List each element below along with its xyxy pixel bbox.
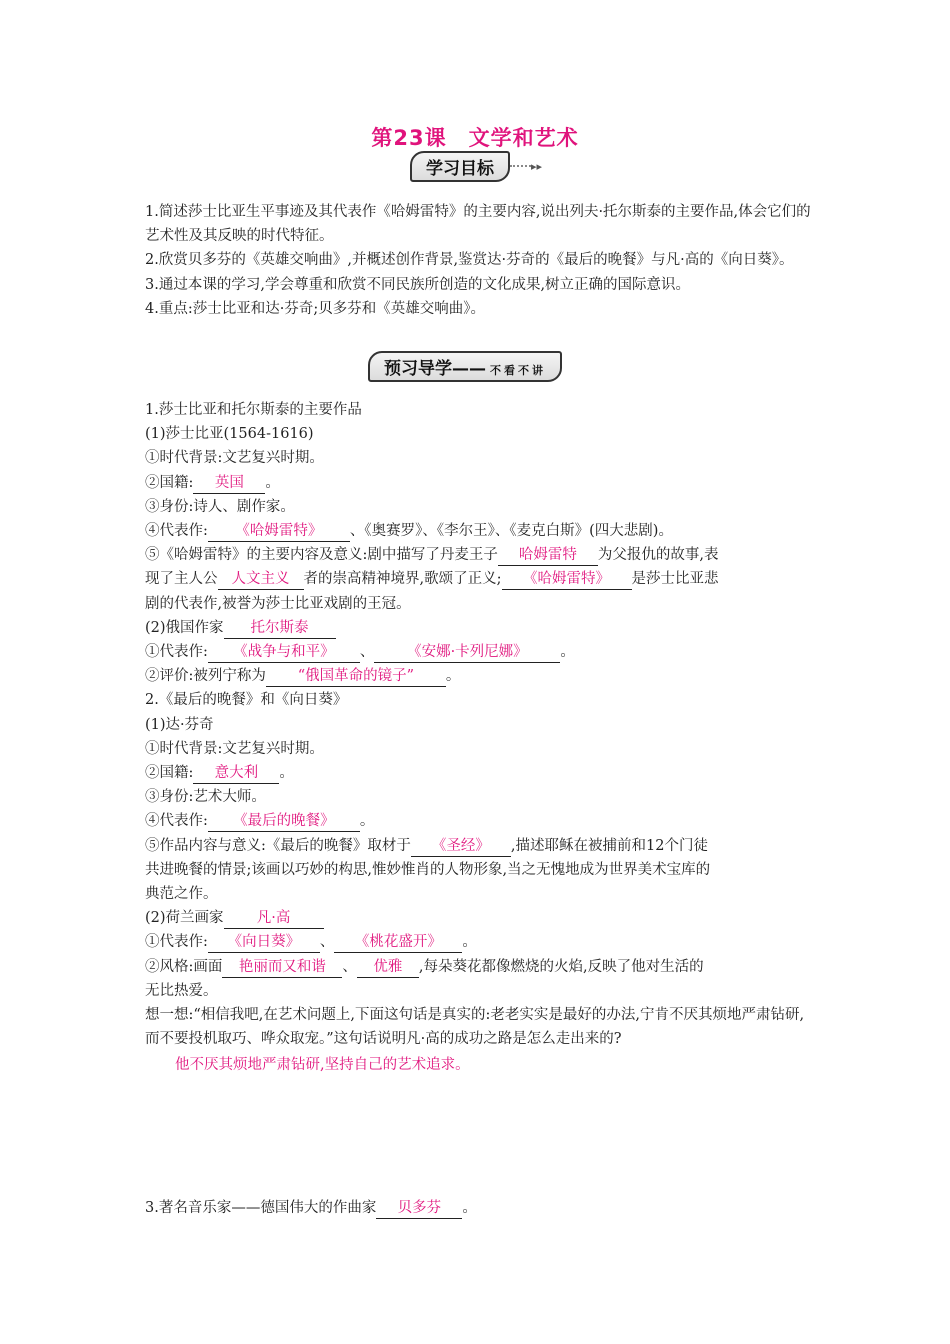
think-question: 想一想:“相信我吧,在艺术问题上,下面这句话是真实的:老老实实是最好的办法,宁肯不厌其烦地严肃钻研,而不要投机取巧、哗众取宠。”这句话说明凡·高的成功之路是怎么走出来的? — [145, 1007, 805, 1048]
page-title: 第23课 文学和艺术 — [371, 126, 579, 150]
objective-item: 4.重点:莎士比亚和达·芬奇;贝多芬和《英雄交响曲》。 — [145, 300, 485, 317]
objective-item: 1.简述莎士比亚生平事迹及其代表作《哈姆雷特》的主要内容,说出列夫·托尔斯泰的主要作品,体会它们的艺术性及其反映的时代特征。 — [145, 204, 811, 245]
arrow-icon: ▸▸ — [530, 159, 542, 173]
answer-blank: 人文主义 — [218, 570, 304, 590]
answer-blank: 《战争与和平》 — [208, 643, 360, 663]
text-line: ①代表作: 《向日葵》 、 《桃花盛开》 。 — [145, 930, 815, 954]
text-line: ②国籍: 意大利 。 — [145, 761, 815, 785]
text-line: ②国籍: 英国 。 — [145, 471, 815, 495]
answer-blank: 《圣经》 — [411, 837, 511, 857]
banner-label: 学习目标 — [410, 151, 510, 182]
text-line: ③身份:艺术大师。 — [145, 789, 266, 806]
subsection-heading: (2)俄国作家 托尔斯泰 — [145, 616, 815, 640]
answer-blank: “俄国革命的镜子” — [266, 667, 446, 687]
section-3 — [145, 1196, 815, 1220]
section-heading: 2.《最后的晚餐》和《向日葵》 — [145, 692, 348, 709]
objective-item: 3.通过本课的学习,学会尊重和欣赏不同民族所创造的文化成果,树立正确的国际意识。 — [145, 276, 691, 293]
learning-objectives-banner — [410, 150, 542, 182]
answer-blank: 《哈姆雷特》 — [502, 570, 632, 590]
text-line: 3.著名音乐家——德国伟大的作曲家 贝多芬 。 — [145, 1196, 815, 1220]
text-line: ①时代背景:文艺复兴时期。 — [145, 450, 324, 467]
subsection-heading: (1)莎士比亚(1564-1616) — [145, 426, 314, 443]
text-line: ①代表作: 《战争与和平》 、 《安娜·卡列尼娜》 。 — [145, 640, 815, 664]
objectives-block — [145, 200, 815, 321]
preview-guide-banner — [368, 350, 588, 382]
text-line: ①时代背景:文艺复兴时期。 — [145, 740, 324, 757]
text-line: ③身份:诗人、剧作家。 — [145, 498, 295, 515]
answer-blank: 优雅 — [357, 958, 419, 978]
answer-blank: 《安娜·卡列尼娜》 — [374, 643, 560, 663]
text-line: ④代表作: 《最后的晚餐》 。 — [145, 809, 815, 833]
answer-blank: 《向日葵》 — [208, 933, 320, 953]
text-line: ⑤作品内容与意义:《最后的晚餐》取材于 《圣经》 ,描述耶稣在被捕前和12个门徒 — [145, 834, 815, 858]
answer-blank: 凡·高 — [224, 909, 324, 929]
objective-item: 2.欣赏贝多芬的《英雄交响曲》,并概述创作背景,鉴赏达·芬奇的《最后的晚餐》与凡·高的《向日葵》。 — [145, 252, 794, 269]
think-answer: 他不厌其烦地严肃钻研,坚持自己的艺术追求。 — [175, 1057, 470, 1074]
text-line: 现了主人公 人文主义 者的崇高精神境界,歌颂了正义; 《哈姆雷特》 是莎士比亚悲 — [145, 567, 815, 591]
text-line: 典范之作。 — [145, 886, 218, 903]
section-heading: 1.莎士比亚和托尔斯泰的主要作品 — [145, 402, 362, 418]
answer-blank: 贝多芬 — [376, 1199, 462, 1219]
subsection-heading: (1)达·芬奇 — [145, 716, 214, 733]
text-line: ④代表作: 《哈姆雷特》 、《奥赛罗》、《李尔王》、《麦克白斯》(四大悲剧)。 — [145, 519, 815, 543]
answer-blank: 《最后的晚餐》 — [208, 812, 360, 832]
text-line: ②评价:被列宁称为 “俄国革命的镜子” 。 — [145, 664, 815, 688]
answer-blank: 托尔斯泰 — [224, 619, 336, 639]
answer-blank: 《桃花盛开》 — [334, 933, 462, 953]
answer-blank: 英国 — [193, 474, 265, 494]
text-line: 共进晚餐的情景;该画以巧妙的构思,惟妙惟肖的人物形象,当之无愧地成为世界美术宝库的 — [145, 861, 711, 878]
text-line: ⑤《哈姆雷特》的主要内容及意义:剧中描写了丹麦王子 哈姆雷特 为父报仇的故事,表 — [145, 543, 815, 567]
section-1 — [145, 398, 815, 1078]
answer-blank: 艳丽而又和谐 — [222, 958, 342, 978]
banner-label: 预习导学—— 不看不讲 — [368, 351, 562, 382]
answer-blank: 意大利 — [193, 764, 279, 784]
text-line: 剧的代表作,被誉为莎士比亚戏剧的王冠。 — [145, 595, 411, 612]
answer-blank: 哈姆雷特 — [498, 546, 598, 566]
text-line: ②风格:画面 艳丽而又和谐 、 优雅 ,每朵葵花都像燃烧的火焰,反映了他对生活的 — [145, 955, 815, 979]
subsection-heading: (2)荷兰画家 凡·高 — [145, 906, 815, 930]
text-line: 无比热爱。 — [145, 982, 218, 999]
banner-sub-label: 不看不讲 — [490, 363, 546, 377]
answer-blank: 《哈姆雷特》 — [208, 522, 350, 542]
